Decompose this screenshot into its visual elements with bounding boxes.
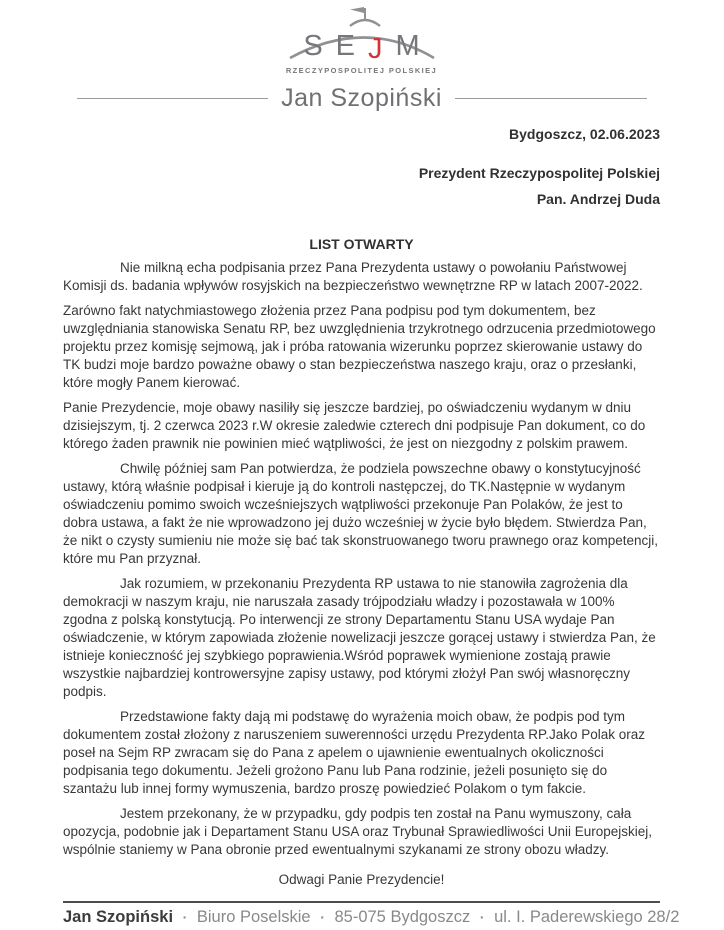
letter-title: LIST OTWARTY bbox=[309, 236, 414, 252]
paragraph: Nie milkną echa podpisania przez Pana Prezydenta ustawy o powołaniu Państwowej Komisji ds. badania wpływów rosyjskich na bezpieczeństwo wewnętrzne RP w latach 2007-2022. bbox=[63, 260, 643, 293]
addressee-block bbox=[63, 165, 660, 207]
footer-separator: · bbox=[182, 909, 188, 925]
footer-name: Jan Szopiński bbox=[63, 908, 174, 926]
letter-closing: Odwagi Panie Prezydencie! bbox=[278, 872, 445, 887]
footer-separator: · bbox=[320, 909, 325, 925]
right-rule bbox=[455, 98, 647, 99]
footer bbox=[63, 908, 680, 927]
sejm-wordmark bbox=[303, 30, 420, 65]
footer-office: Biuro Poselskie bbox=[196, 908, 311, 926]
paragraph: Przedstawione fakty dają mi podstawę do wyrażenia moich obaw, że podpis pod tym dokumentem został złożony z naruszeniem suwerenności urzędu Prezydenta RP.Jako Polak oraz poseł na Sejm RP zwracam się do Pana z apelem o ujawnienie ewentualnych okoliczności podpisania tego dokumentu. Jeżeli grożono Panu lub Pana rodzinie, jeżeli posunięto się do szantażu lub innej formy wymuszenia, bardzo proszę powiedzieć Polakom o tym fakcie. bbox=[63, 709, 646, 796]
letterhead-name-row bbox=[77, 84, 647, 113]
sejm-letter-m: M bbox=[395, 30, 420, 62]
sejm-logo bbox=[63, 0, 660, 113]
footer-divider bbox=[63, 901, 660, 903]
addressee-title: Prezydent Rzeczypospolitej Polskiej bbox=[418, 165, 660, 181]
sejm-subtitle: RZECZYPOSPOLITEJ POLSKIEJ bbox=[285, 66, 438, 75]
paragraph: Jak rozumiem, w przekonaniu Prezydenta RP ustawa to nie stanowiła zagrożenia dla demokracji w naszym kraju, nie naruszała zasady trójpodziału władzy i pozostawała w 100% zgodna z polską konstytucją. Po interwencji ze strony Departamentu Stanu USA wydaje Pan oświadczenie, w którym zapowiada złożenie nowelizacji jeszcze gorącej ustawy i stwierdza Pan, że istnieje konieczność jej szybkiego poprawienia.Wśród poprawek wymienione zostają prawie wszystkie najbardziej kontrowersyjne zapisy ustawy, pod którymi złożył Pan swój własnoręczny podpis. bbox=[63, 576, 656, 699]
letter-body bbox=[63, 259, 660, 859]
paragraph: Chwilę później sam Pan potwierdza, że podziela powszechne obawy o konstytucyjność ustawy, którą właśnie podpisał i kieruje ją do kontroli następczej, do TK.Następnie w wydanym oświadczeniu pomimo swoich wcześniejszych wątpliwości przekonuje Pan Polaków, że jest to dobra ustawa, a fakt że nie wprowadzono jej dużo wcześniej w życie było błędem. Stwierdza Pan, że nikt o czysty sumieniu nie może się bać tak skonstruowanego tworu prawnego oraz kompetencji, które mu Pan przyznał. bbox=[63, 461, 659, 566]
letterhead-name: Jan Szopiński bbox=[281, 84, 442, 112]
paragraph: Zarówno fakt natychmiastowego złożenia przez Pana podpisu pod tym dokumentem, bez uwzględniania stanowiska Senatu RP, bez uwzględnienia trzykrotnego odrzucenia przedmiotowego projektu przez komisję sejmową, jak i próba ratowania wizerunku poprzez skierowanie ustawy do TK budzi moje bardzo poważne obawy o stan bezpieczeństwa naszego kraju, oraz o przesłanki, które mogły Panem kierować. bbox=[63, 303, 656, 390]
paragraph: Jestem przekonany, że w przypadku, gdy podpis ten został na Panu wymuszony, cała opozycja, podobnie jak i Departament Stanu USA oraz Trybunał Sprawiedliwości Unii Europejskiej, wspólnie staniemy w Pana obronie przed ewentualnymi szykanami ze strony obozu władzy. bbox=[63, 806, 653, 857]
left-rule bbox=[77, 98, 269, 99]
paragraph: Panie Prezydencie, moje obawy nasiliły się jeszcze bardziej, po oświadczeniu wydanym w dniu dzisiejszym, tj. 2 czerwca 2023 r.W okresie zaledwie czterech dni podpisuje Pan dokument, co do którego żaden prawnik nie powinien mieć wątpliwości, że jest on niezgodny z polskim prawem. bbox=[63, 400, 646, 451]
sejm-letter-s: S bbox=[303, 30, 323, 62]
footer-street: ul. I. Paderewskiego 28/2 bbox=[494, 908, 680, 926]
sejm-letter-e: E bbox=[335, 30, 355, 62]
footer-city: 85-075 Bydgoszcz bbox=[334, 908, 471, 926]
addressee-name: Pan. Andrzej Duda bbox=[536, 191, 660, 207]
footer-separator: · bbox=[479, 909, 485, 925]
location-date: Bydgoszcz, 02.06.2023 bbox=[509, 126, 660, 142]
sejm-letter-j-red: J bbox=[368, 33, 383, 65]
